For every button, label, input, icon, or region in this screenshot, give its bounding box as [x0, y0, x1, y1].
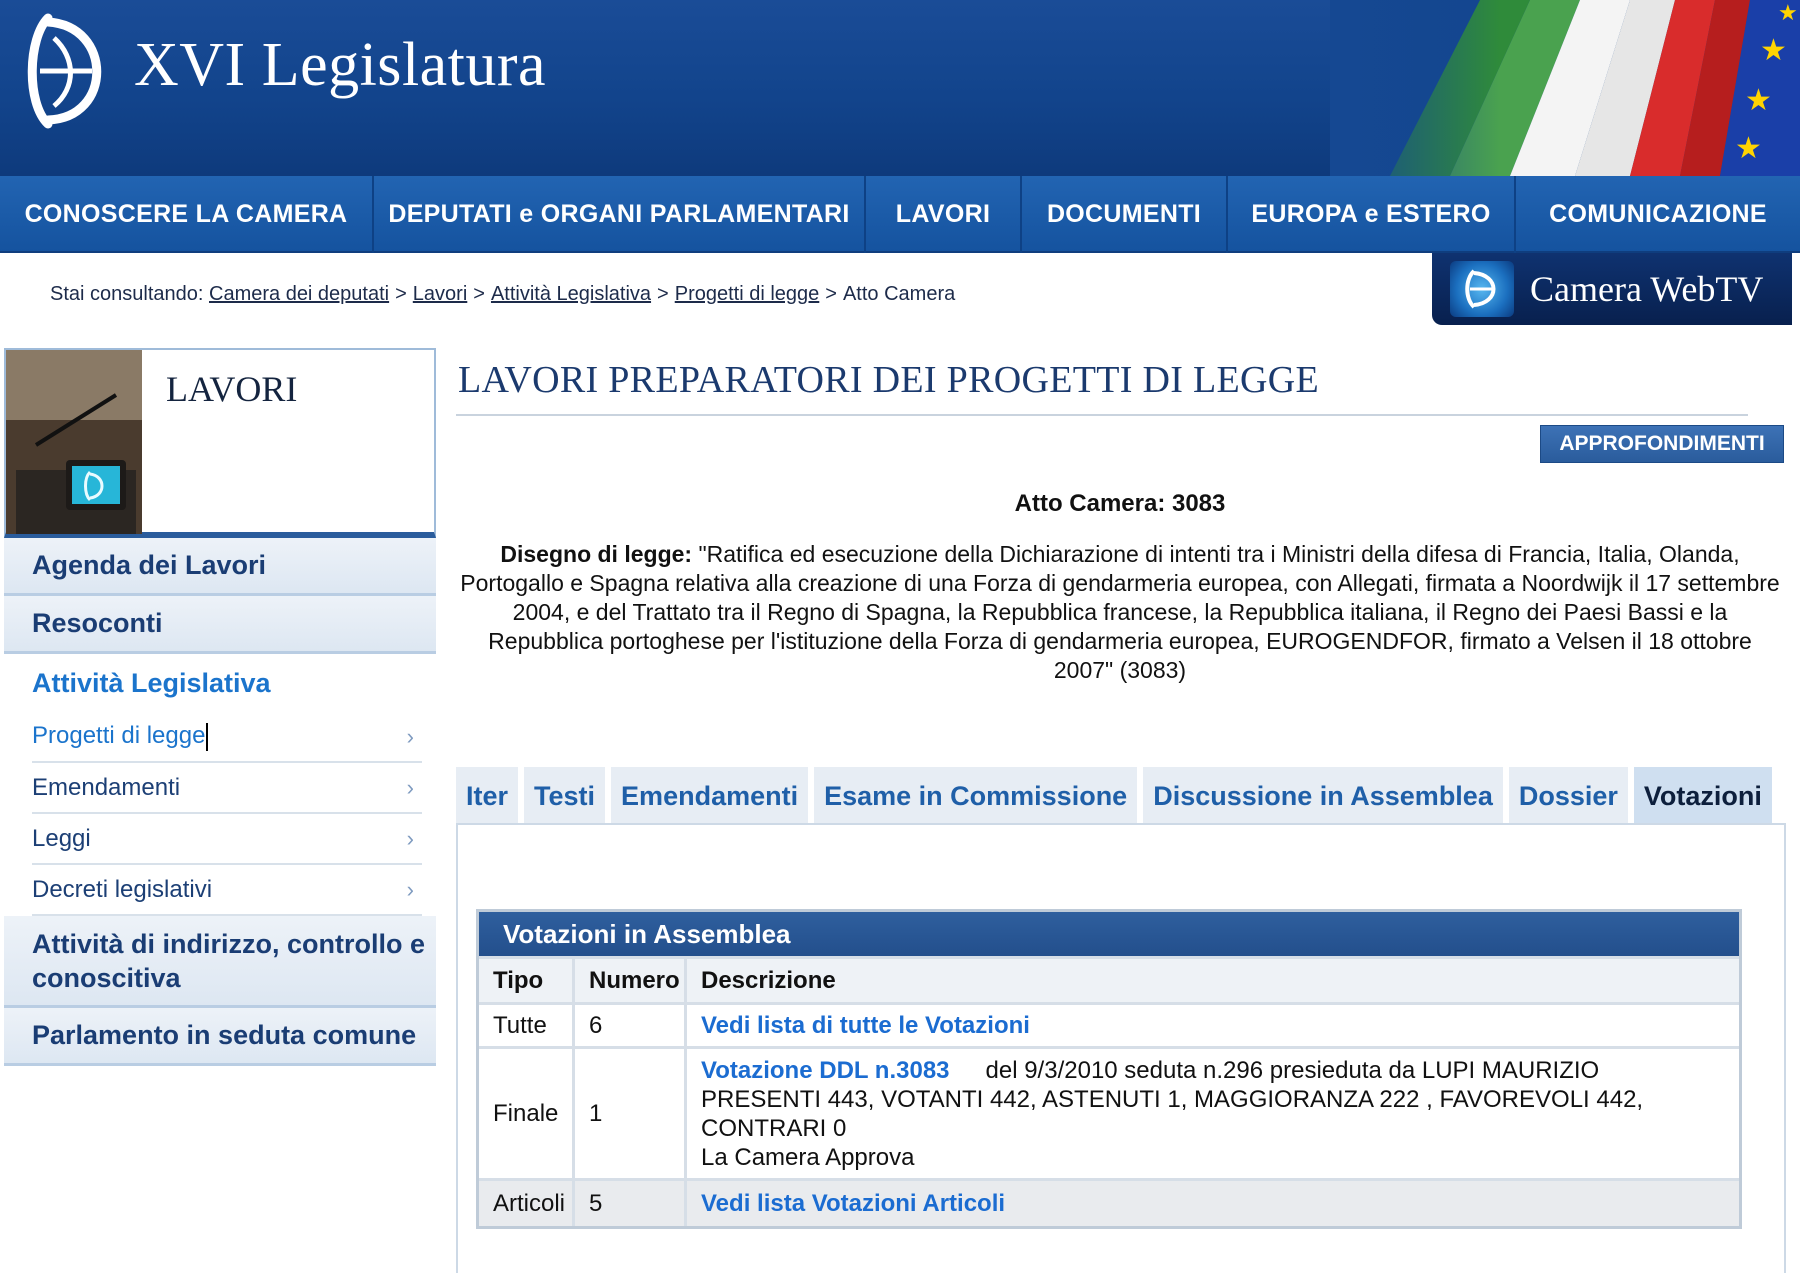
tab-emendamenti[interactable]: Emendamenti — [611, 767, 808, 825]
page-title: LAVORI PREPARATORI DEI PROGETTI DI LEGGE — [458, 359, 1320, 401]
sidebar-subitem-leggi[interactable] — [32, 814, 422, 865]
sidebar-item-resoconti[interactable]: Resoconti — [4, 596, 436, 654]
cell-tipo: Finale — [479, 1049, 575, 1178]
breadcrumb-link-lavori[interactable]: Lavori — [412, 283, 468, 305]
flag-banner-image — [1330, 0, 1800, 176]
camera-logo-icon — [1450, 261, 1514, 317]
ddl-description — [456, 540, 1784, 685]
table-row — [479, 1178, 1739, 1226]
sidebar-item-attivita-legislativa[interactable]: Attività Legislativa — [4, 654, 436, 712]
tab-bar — [456, 767, 1778, 825]
cell-tipo: Articoli — [479, 1181, 575, 1226]
nav-item-documenti[interactable]: DOCUMENTI — [1022, 176, 1228, 253]
link-tutte-votazioni[interactable]: Vedi lista di tutte le Votazioni — [701, 1011, 1030, 1039]
cell-descrizione — [687, 1005, 1739, 1046]
table-header-row — [479, 956, 1739, 1002]
vote-result: PRESENTI 443, VOTANTI 442, ASTENUTI 1, MAGGIORANZA 222 , FAVOREVOLI 442, CONTRARI 0 — [701, 1085, 1644, 1142]
sidebar-subitem-decreti[interactable] — [32, 865, 422, 916]
link-votazioni-articoli[interactable]: Vedi lista Votazioni Articoli — [701, 1189, 1006, 1217]
sidebar-item-agenda[interactable]: Agenda dei Lavori — [4, 538, 436, 596]
votazioni-table — [476, 909, 1742, 1229]
sidebar-item-indirizzo-controllo[interactable]: Attività di indirizzo, controllo e conoscitiva — [4, 916, 436, 1008]
vote-outcome: La Camera Approva — [701, 1143, 915, 1171]
tab-esame-commissione[interactable]: Esame in Commissione — [814, 767, 1137, 825]
sidebar-item-parlamento-seduta-comune[interactable]: Parlamento in seduta comune — [4, 1008, 436, 1066]
svg-text:★: ★ — [1760, 33, 1787, 68]
breadcrumb — [50, 283, 955, 306]
tab-votazioni[interactable]: Votazioni — [1634, 767, 1772, 825]
link-votazione-ddl[interactable]: Votazione DDL n.3083 — [701, 1056, 950, 1084]
nav-item-lavori[interactable]: LAVORI — [866, 176, 1022, 253]
tab-dossier[interactable]: Dossier — [1509, 767, 1628, 825]
table-row — [479, 1046, 1739, 1178]
breadcrumb-separator: > — [657, 283, 669, 305]
breadcrumb-separator: > — [395, 283, 407, 305]
sidebar-hero — [4, 348, 436, 538]
breadcrumb-prefix: Stai consultando: — [50, 283, 204, 305]
table-row — [479, 1002, 1739, 1046]
sidebar-subitem-label: Emendamenti — [32, 773, 181, 801]
cell-numero: 1 — [575, 1049, 687, 1178]
cell-numero: 6 — [575, 1005, 687, 1046]
ddl-text: "Ratifica ed esecuzione della Dichiarazione di intenti tra i Ministri della difesa di Francia, Italia, Olanda, Portogallo e Spagna relativa alla creazione di una Forza di gendarmeria europea, con Allegati, firmata a Noordwijk il 17 settembre 2004, e del Trattato tra il Regno di Spagna, la Repubblica francese, la Repubblica italiana, il Regno dei Paesi Bassi e la Repubblica portoghese per l'istituzione della Forza di gendarmeria europea, EUROGENDFOR, firmato a Velsen il 18 ottobre 2007" (3083) — [460, 541, 1780, 683]
camera-webtv-button[interactable] — [1432, 253, 1792, 325]
chevron-right-icon: › — [406, 774, 414, 800]
text-cursor — [206, 723, 208, 751]
site-header — [0, 0, 1800, 176]
nav-item-deputati[interactable]: DEPUTATI e ORGANI PARLAMENTARI — [374, 176, 866, 253]
column-header-descrizione: Descrizione — [701, 966, 836, 994]
column-header-numero: Numero — [575, 959, 687, 1002]
vote-session-info: del 9/3/2010 seduta n.296 presieduta da LUPI MAURIZIO — [985, 1056, 1600, 1084]
sidebar-subitem-emendamenti[interactable] — [32, 763, 422, 814]
approfondimenti-button[interactable]: APPROFONDIMENTI — [1540, 425, 1784, 463]
sidebar-subitem-progetti[interactable] — [32, 712, 422, 763]
webtv-label: Camera WebTV — [1530, 269, 1764, 309]
chevron-right-icon: › — [406, 876, 414, 902]
breadcrumb-link-progetti[interactable]: Progetti di legge — [674, 283, 820, 305]
cell-descrizione — [687, 1181, 1739, 1226]
svg-text:★: ★ — [1745, 83, 1772, 118]
svg-text:★: ★ — [1778, 1, 1798, 26]
nav-item-comunicazione[interactable]: COMUNICAZIONE — [1549, 200, 1767, 228]
sidebar-subitem-label: Progetti di legge — [32, 722, 206, 750]
cell-descrizione — [687, 1049, 1739, 1178]
svg-text:★: ★ — [1735, 131, 1762, 166]
column-header-tipo: Tipo — [479, 959, 575, 1002]
tab-iter[interactable]: Iter — [456, 767, 518, 825]
sidebar-subitem-label: Decreti legislativi — [32, 875, 213, 903]
breadcrumb-current: Atto Camera — [842, 283, 956, 305]
sidebar — [4, 348, 436, 1088]
votazioni-table-title: Votazioni in Assemblea — [479, 912, 1739, 956]
tab-testi[interactable]: Testi — [524, 767, 605, 825]
ddl-label: Disegno di legge: — [500, 541, 693, 567]
breadcrumb-link-attivita[interactable]: Attività Legislativa — [490, 283, 652, 305]
title-divider — [456, 414, 1748, 416]
main-nav — [0, 176, 1800, 253]
cell-numero: 5 — [575, 1181, 687, 1226]
cell-tipo: Tutte — [479, 1005, 575, 1046]
nav-item-europa-estero[interactable]: EUROPA e ESTERO — [1228, 176, 1516, 253]
atto-camera-heading: Atto Camera: 3083 — [1014, 490, 1226, 517]
chevron-right-icon: › — [406, 723, 414, 749]
tab-discussione-assemblea[interactable]: Discussione in Assemblea — [1143, 767, 1503, 825]
sidebar-subitem-label: Leggi — [32, 824, 91, 852]
breadcrumb-separator: > — [825, 283, 837, 305]
chamber-photo — [6, 350, 142, 534]
breadcrumb-link-camera[interactable]: Camera dei deputati — [209, 283, 390, 305]
sidebar-title: LAVORI — [166, 369, 298, 409]
chevron-right-icon: › — [406, 825, 414, 851]
camera-logo-icon[interactable] — [18, 8, 114, 134]
breadcrumb-separator: > — [473, 283, 485, 305]
site-title[interactable]: XVI Legislatura — [134, 31, 547, 99]
nav-item-conoscere-la-camera[interactable]: CONOSCERE LA CAMERA — [0, 176, 374, 253]
